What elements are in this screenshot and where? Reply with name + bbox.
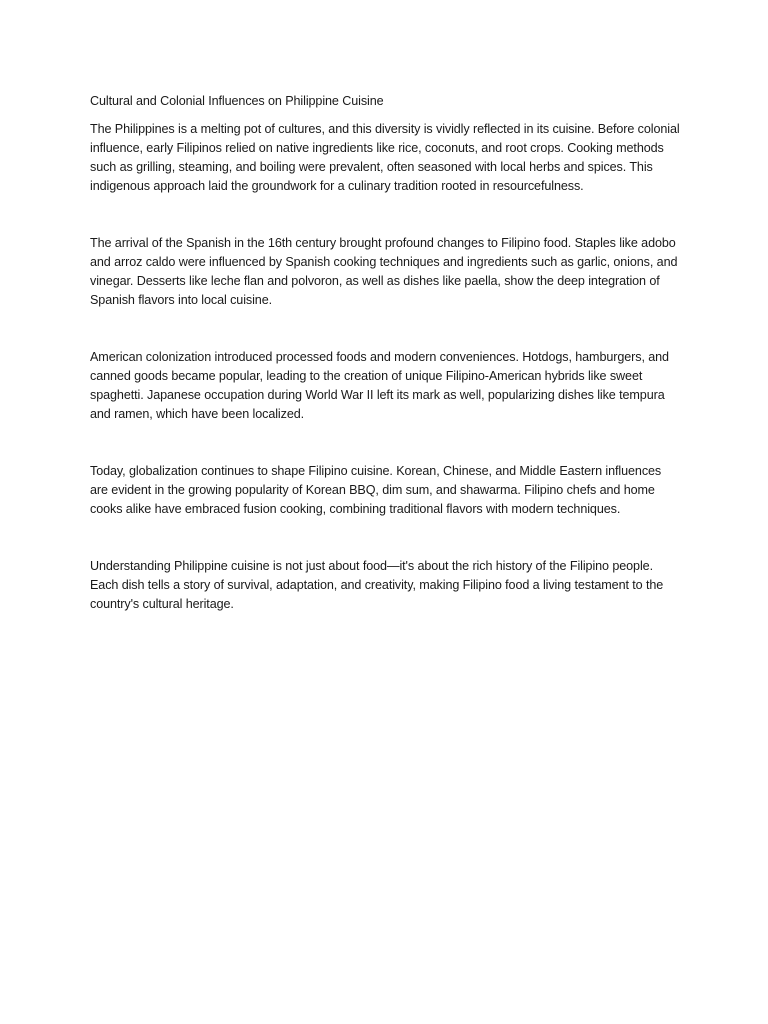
paragraph-american-japanese-influence: American colonization introduced processed foods and modern conveniences. Hotdogs, hamburgers, and canned goods became popular, leading to the creation of unique Filipino-American hybrids like sweet spaghetti. Japanese occupation during World War II left its mark as well, popularizing dishes like tempura and ramen, which have been localized. xyxy=(90,350,669,421)
paragraph-globalization: Today, globalization continues to shape Filipino cuisine. Korean, Chinese, and Middle Eastern influences are evident in the growing popularity of Korean BBQ, dim sum, and shawarma. Filipino chefs and home cooks alike have embraced fusion cooking, combining traditional flavors with modern techniques. xyxy=(90,464,662,516)
paragraph-spanish-influence: The arrival of the Spanish in the 16th century brought profound changes to Filipino food. Staples like adobo and arroz caldo were influenced by Spanish cooking techniques and ingredients such as garlic, onions, and vinegar. Desserts like leche flan and polvoron, as well as dishes like paella, show the deep integration of Spanish flavors into local cuisine. xyxy=(90,236,678,307)
paragraph-conclusion: Understanding Philippine cuisine is not just about food—it's about the rich history of the Filipino people. Each dish tells a story of survival, adaptation, and creativity, making Filipino food a living testament to the country's cultural heritage. xyxy=(90,559,664,611)
document-body xyxy=(90,92,682,652)
paragraph-precolonial: The Philippines is a melting pot of cultures, and this diversity is vividly reflected in its cuisine. Before colonial influence, early Filipinos relied on native ingredients like rice, coconuts, and root crops. Cooking methods such as grilling, steaming, and boiling were prevalent, often seasoned with local herbs and spices. This indigenous approach laid the groundwork for a culinary tradition rooted in resourcefulness. xyxy=(90,122,680,193)
document-title: Cultural and Colonial Influences on Philippine Cuisine xyxy=(90,94,384,108)
